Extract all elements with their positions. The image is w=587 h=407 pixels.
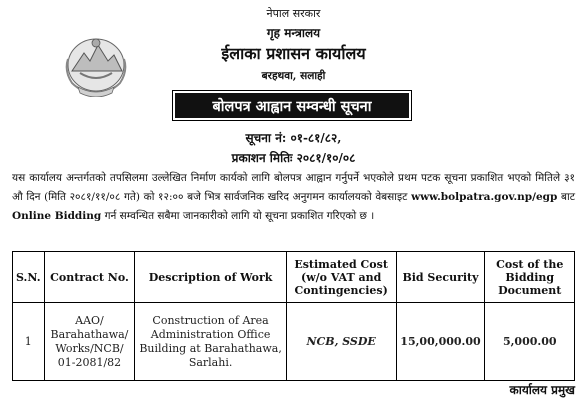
notice-title: बोलपत्र आह्वान सम्वन्धी सूचना xyxy=(175,93,409,118)
header-description: Description of Work xyxy=(135,252,286,303)
website-link[interactable]: www.bolpatra.gov.np/egp xyxy=(411,191,558,203)
body-text-2: बाट xyxy=(561,191,576,203)
online-bidding-text: Online Bidding xyxy=(12,210,102,222)
office-name: ईलाका प्रशासन कार्यालय xyxy=(221,44,366,63)
cell-sn: 1 xyxy=(13,303,45,381)
header-document-cost: Cost of the Bidding Document xyxy=(485,252,575,303)
header-estimated-cost: Estimated Cost (w/o VAT and Contingencies) xyxy=(286,252,396,303)
cell-document-cost: 5,000.00 xyxy=(485,303,575,381)
office-chief-signoff: कार्यालय प्रमुख xyxy=(509,383,575,397)
table-row xyxy=(13,303,575,381)
notice-body xyxy=(12,169,575,226)
office-location: बरहथवा, सलाही xyxy=(261,70,326,82)
nepal-emblem-icon xyxy=(58,31,134,97)
table-header-row xyxy=(13,252,575,303)
government-name: नेपाल सरकार xyxy=(266,7,321,20)
body-text-1: यस कार्यालय अन्तर्गतको तपसिलमा उल्लेखित निर्माण कार्यको लागि बोलपत्र आह्वान गर्नुपर्ने भएकोले प्रथम पटक सूचना प्रकाशित भएको मितिले ३१ औ दिन (मिति २०८१/११/०८ गते) को १२:०० बजे भित्र सार्वजनिक खरिद अनुगमन कार्यालयको वेबसाइट xyxy=(12,172,575,203)
ministry-name: गृह मन्त्रालय xyxy=(266,26,321,40)
cell-bid-security: 15,00,000.00 xyxy=(396,303,485,381)
header-contract-no: Contract No. xyxy=(44,252,135,303)
notice-title-box xyxy=(172,90,412,121)
cell-description: Construction of Area Administration Office Building at Barahathawa, Sarlahi. xyxy=(135,303,286,381)
cell-contract-no: AAO/ Barahathawa/ Works/NCB/ 01-2081/82 xyxy=(44,303,135,381)
body-text-3: गर्न सम्वन्धित सबैमा जानकारीको लागि यो सूचना प्रकाशित गरिएको छ । xyxy=(104,210,375,222)
header-sn: S.N. xyxy=(13,252,45,303)
cell-estimated-cost: NCB, SSDE xyxy=(286,303,396,381)
bid-table xyxy=(12,251,575,381)
notice-number: सूचना नं: ०१-८१/८२, xyxy=(245,131,342,145)
header-bid-security: Bid Security xyxy=(396,252,485,303)
publication-date: प्रकाशन मितिः २०८१/१०/०८ xyxy=(231,151,356,165)
